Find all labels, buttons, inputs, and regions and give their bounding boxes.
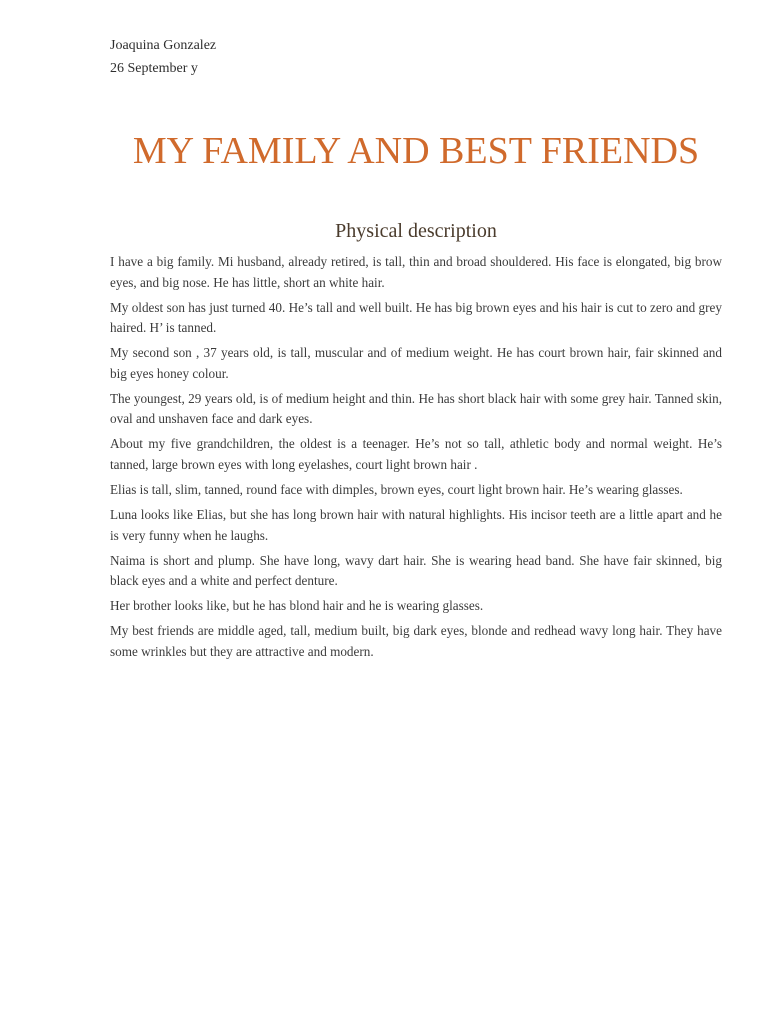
author-name: Joaquina Gonzalez [110, 38, 217, 53]
paragraph-second-son: My second son , 37 years old, is tall, muscular and of medium weight. He has court brown hair, fair skinned and big eyes honey colour. [110, 345, 722, 381]
paragraph-luna: Luna looks like Elias, but she has long brown hair with natural highlights. His incisor teeth are a little apart and he is very funny when he laughs. [110, 507, 722, 543]
document-subtitle: Physical description [335, 220, 497, 242]
paragraph-her-brother: Her brother looks like, but he has blond hair and he is wearing glasses. [110, 598, 484, 614]
paragraph-naima: Naima is short and plump. She have long, wavy dart hair. She is wearing head band. She have fair skinned, big black eyes and a white and perfect denture. [110, 552, 722, 589]
paragraph-elias: Elias is tall, slim, tanned, round face with dimples, brown eyes, court light brown hair. He’s wearing glasses. [110, 481, 683, 497]
paragraph-husband: I have a big family. Mi husband, already retired, is tall, thin and broad shouldered. His face is elongated, big brow eyes, and big nose. He has little, short an white hair. [110, 254, 722, 290]
paragraph-best-friends: My best friends are middle aged, tall, medium built, big dark eyes, blonde and redhead wavy long hair. They have some wrinkles but they are attractive and modern. [110, 623, 722, 659]
document-date: 26 September y [110, 61, 198, 76]
paragraph-youngest-son: The youngest, 29 years old, is of medium height and thin. He has short black hair with some grey hair. Tanned skin, oval and unshaven face and dark eyes. [110, 390, 722, 427]
paragraph-grandchildren: About my five grandchildren, the oldest is a teenager. He’s not so tall, athletic body and normal weight. He’s tanned, large brown eyes with long eyelashes, court light brown hair . [110, 436, 722, 472]
document-header [110, 34, 216, 80]
document-title: MY FAMILY AND BEST FRIENDS [132, 130, 700, 172]
document-body [110, 252, 722, 667]
paragraph-oldest-son: My oldest son has just turned 40. He’s tall and well built. He has big brown eyes and his hair is cut to zero and grey haired. H’ is tanned. [110, 299, 722, 336]
